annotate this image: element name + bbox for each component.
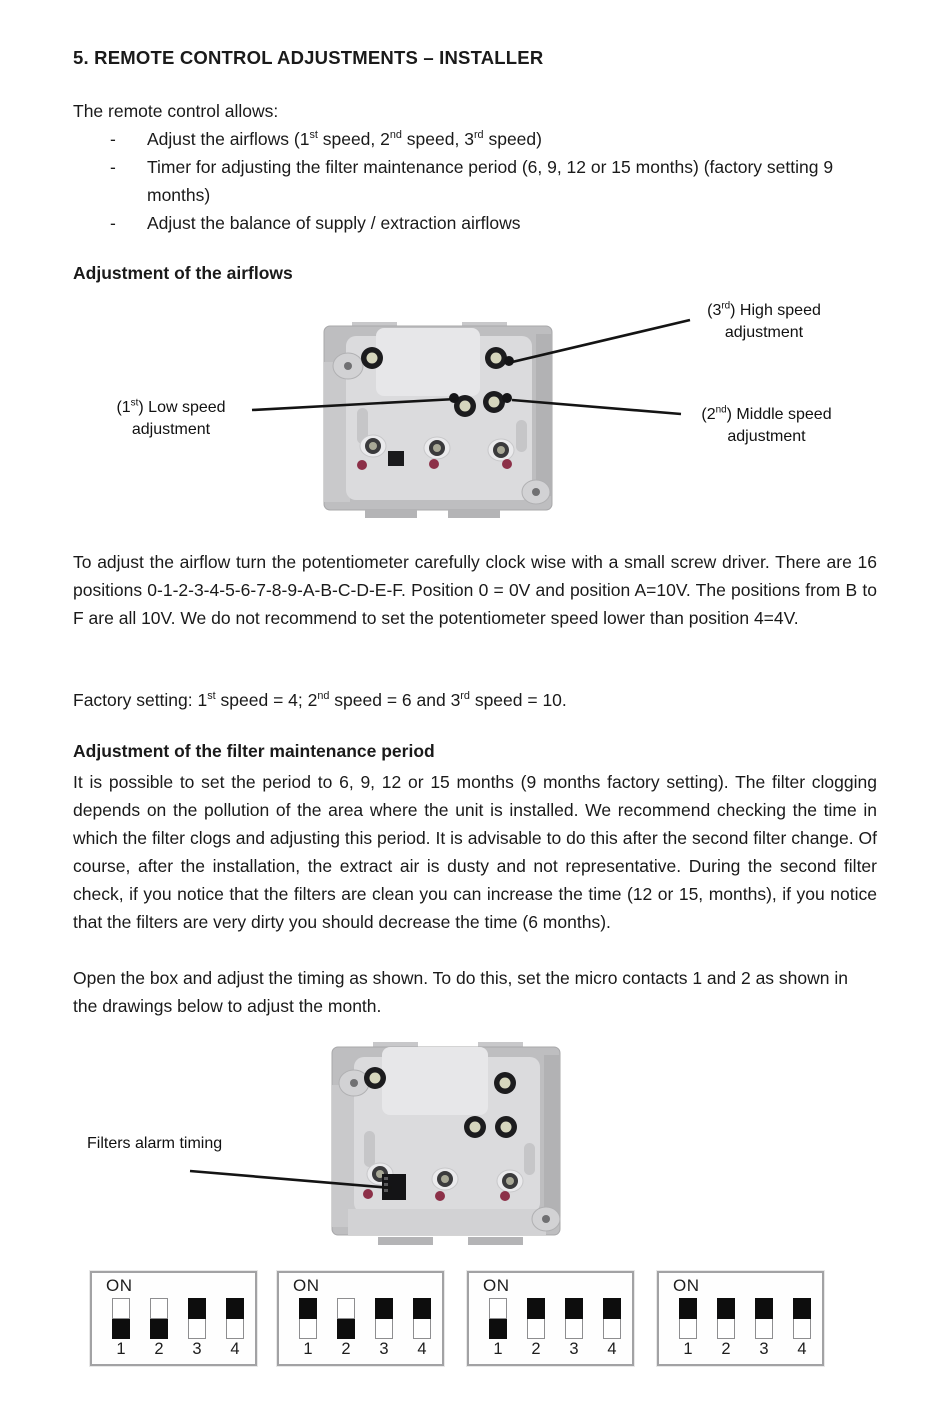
bullet-item-timer bbox=[73, 153, 883, 209]
label-plate bbox=[376, 328, 480, 396]
dip-panel-3 bbox=[467, 1271, 634, 1366]
switch-number: 2 bbox=[531, 1340, 541, 1358]
switch-number: 4 bbox=[797, 1340, 807, 1358]
switch-number: 4 bbox=[230, 1340, 240, 1358]
knob-high-speed bbox=[504, 356, 514, 366]
on-label: ON bbox=[673, 1276, 700, 1295]
remote-pcb-photo-filter bbox=[318, 1041, 576, 1249]
bullet-text: Adjust the balance of supply / extraction airflows bbox=[147, 213, 521, 233]
dip-switch bbox=[375, 1298, 393, 1339]
dip-switch-block bbox=[388, 451, 404, 466]
switch-number: 4 bbox=[607, 1340, 617, 1358]
label-plate bbox=[382, 1047, 488, 1115]
factory-setting-line: Factory setting: 1st speed = 4; 2nd speed = 6 and 3rd speed = 10. bbox=[73, 690, 567, 710]
dip-switch bbox=[717, 1298, 735, 1339]
bullet-item-balance bbox=[73, 209, 883, 237]
switch-number: 1 bbox=[116, 1340, 126, 1358]
dip-switch bbox=[413, 1298, 431, 1339]
on-label: ON bbox=[483, 1276, 510, 1295]
switch-number: 1 bbox=[303, 1340, 313, 1358]
callout-filters-alarm-timing: Filters alarm timing bbox=[87, 1135, 223, 1152]
heading-filter-maintenance: Adjustment of the filter maintenance period bbox=[73, 741, 435, 761]
dip-switch bbox=[565, 1298, 583, 1339]
page-title: 5. REMOTE CONTROL ADJUSTMENTS – INSTALLER bbox=[73, 47, 544, 68]
paragraph-airflow: To adjust the airflow turn the potentiometer carefully clock wise with a small screw driver. There are 16 positions 0-1-2-3-4-5-6-7-8-9-A-B-C-D-E-F. Position 0 = 0V and position A=10V. The positions from B to F are all 10V. We do not recommend to set the potentiometer speed lower than position 4=4V. bbox=[73, 552, 877, 628]
red-led bbox=[363, 1189, 373, 1199]
switch-number: 2 bbox=[721, 1340, 731, 1358]
bullet-item-airflows bbox=[73, 125, 883, 153]
red-led bbox=[435, 1191, 445, 1201]
callout-high-speed: (3rd) High speed adjustment bbox=[707, 300, 821, 341]
dip-switch bbox=[603, 1298, 621, 1339]
dip-panel-1 bbox=[90, 1271, 257, 1366]
switch-number: 2 bbox=[341, 1340, 351, 1358]
red-led bbox=[357, 460, 367, 470]
switch-number: 4 bbox=[417, 1340, 427, 1358]
dip-switch bbox=[150, 1298, 168, 1339]
callout-low-speed: (1st) Low speed adjustment bbox=[116, 397, 226, 438]
bottom-skirt bbox=[348, 1209, 546, 1235]
dip-switch bbox=[337, 1298, 355, 1339]
switch-number: 3 bbox=[569, 1340, 579, 1358]
intro-text: The remote control allows: bbox=[73, 101, 279, 121]
red-led bbox=[500, 1191, 510, 1201]
red-led bbox=[429, 459, 439, 469]
side-slot bbox=[524, 1143, 535, 1175]
dip-panel-4 bbox=[657, 1271, 824, 1366]
on-label: ON bbox=[293, 1276, 320, 1295]
dip-switch bbox=[226, 1298, 244, 1339]
dip-switch bbox=[489, 1298, 507, 1339]
figure-airflow-adjustment bbox=[0, 293, 950, 539]
dip-switch bbox=[299, 1298, 317, 1339]
bullet-list bbox=[73, 125, 883, 237]
switch-number: 1 bbox=[493, 1340, 503, 1358]
switch-number: 3 bbox=[192, 1340, 202, 1358]
remote-pcb-photo-airflow bbox=[310, 320, 568, 520]
bottom-tab bbox=[365, 510, 417, 518]
dip-switch-diagrams bbox=[0, 1271, 950, 1371]
right-flange bbox=[536, 334, 552, 496]
dip-switch bbox=[679, 1298, 697, 1339]
switch-number: 1 bbox=[683, 1340, 693, 1358]
bottom-tab bbox=[448, 510, 500, 518]
right-flange bbox=[544, 1055, 560, 1221]
bullet-text: Timer for adjusting the filter maintenance period (6, 9, 12 or 15 months) (factory setting 9 months) bbox=[147, 157, 834, 205]
bullet-dash: - bbox=[110, 213, 116, 233]
bottom-tab bbox=[378, 1237, 433, 1245]
mount-hole bbox=[350, 1079, 358, 1087]
mount-hole bbox=[344, 362, 352, 370]
paragraph-filter: It is possible to set the period to 6, 9, 12 or 15 months (9 months factory setting). The filter clogging depends on the pollution of the area where the unit is installed. We recommend checking the time in which the filter clogs and adjusting this period. It is advisable to do this after the second filter change. Of course, after the installation, the extract air is dusty and not representative. During the second filter check, if you notice that the filters are clean you can increase the time (12 or 15, months), if you notice that the filters are very dirty you should decrease the time (6 months). bbox=[73, 772, 877, 932]
paragraph-open-box: Open the box and adjust the timing as shown. To do this, set the micro contacts 1 and 2 as shown in the drawings below to adjust the month. bbox=[73, 968, 848, 1016]
red-led bbox=[502, 459, 512, 469]
dip-panel-2 bbox=[277, 1271, 444, 1366]
dip-switch bbox=[793, 1298, 811, 1339]
side-slot bbox=[364, 1131, 375, 1167]
switch-number: 2 bbox=[154, 1340, 164, 1358]
dip-switch bbox=[112, 1298, 130, 1339]
switch-number: 3 bbox=[759, 1340, 769, 1358]
bottom-tab bbox=[468, 1237, 523, 1245]
knob-middle-speed bbox=[502, 393, 512, 403]
dip-switch bbox=[188, 1298, 206, 1339]
side-slot bbox=[516, 420, 527, 452]
dip-switch bbox=[527, 1298, 545, 1339]
bullet-dash: - bbox=[110, 157, 116, 177]
mount-hole bbox=[542, 1215, 550, 1223]
knob-low-speed bbox=[449, 393, 459, 403]
heading-airflow-adjustment: Adjustment of the airflows bbox=[73, 263, 293, 283]
figure-filter-timing bbox=[0, 1033, 950, 1261]
bullet-text: Adjust the airflows (1st speed, 2nd speed, 3rd speed) bbox=[147, 129, 542, 149]
dip-switch bbox=[755, 1298, 773, 1339]
switch-number: 3 bbox=[379, 1340, 389, 1358]
callout-middle-speed: (2nd) Middle speed adjustment bbox=[701, 404, 832, 445]
on-label: ON bbox=[106, 1276, 133, 1295]
bullet-dash: - bbox=[110, 129, 116, 149]
mount-hole bbox=[532, 488, 540, 496]
